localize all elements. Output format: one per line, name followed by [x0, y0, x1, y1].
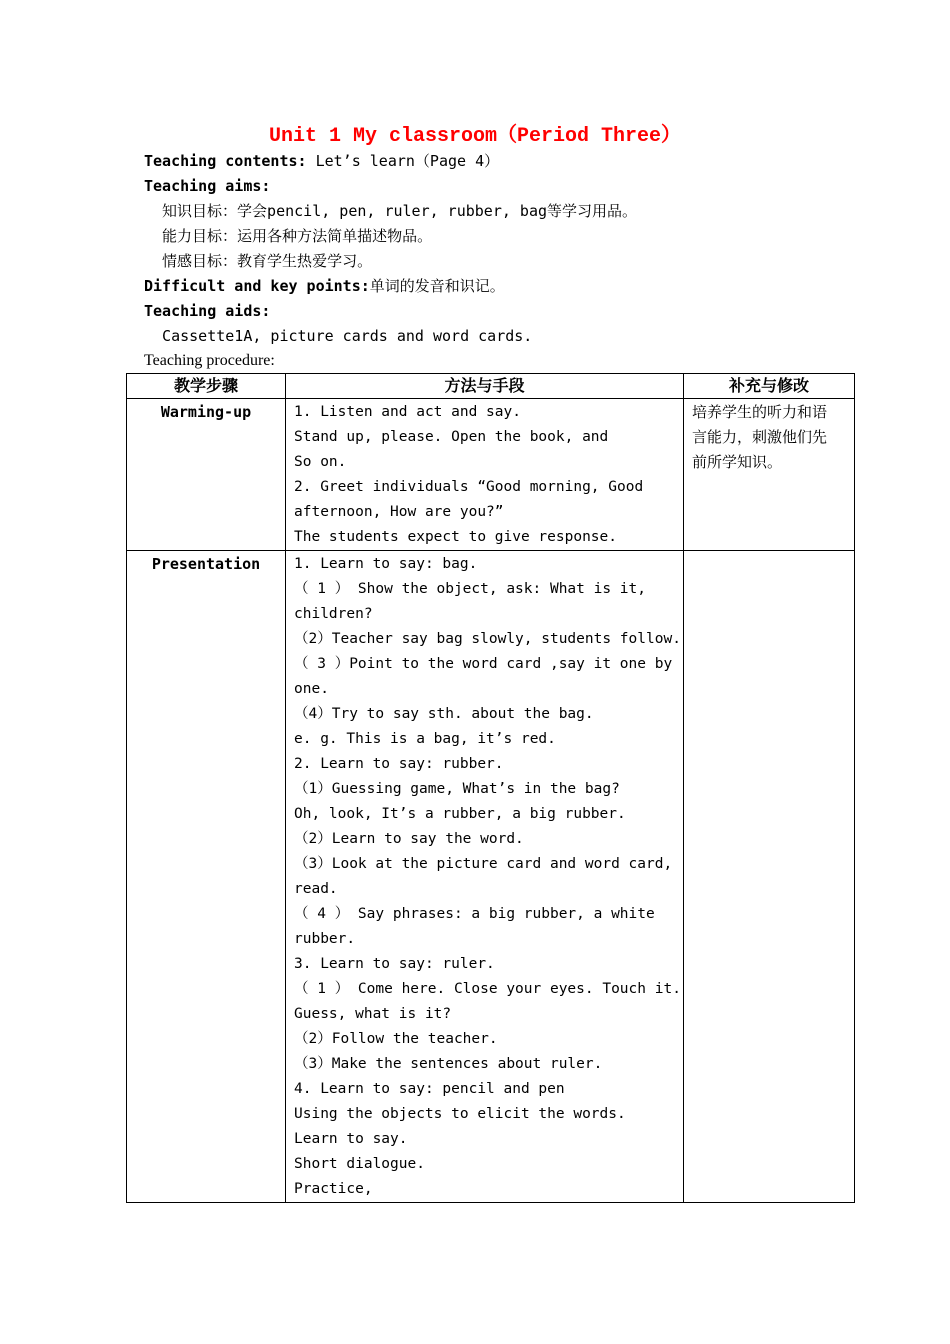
method-line: 2. Learn to say: rubber.	[294, 756, 504, 772]
note-line: 言能力，刺激他们先	[692, 428, 828, 446]
method-line: Using the objects to elicit the words.	[294, 1106, 626, 1122]
teaching-aids-line	[144, 299, 270, 324]
method-line: Oh, look, It’s a rubber, a big rubber.	[294, 806, 626, 822]
method-line: 1. Listen and act and say.	[294, 404, 521, 420]
method-line: Practice,	[294, 1181, 373, 1197]
method-line: The students expect to give response.	[294, 529, 618, 545]
method-line: read.	[294, 881, 338, 897]
method-line: （3）Look at the picture card and word card,	[294, 856, 673, 872]
method-line: （2）Follow the teacher.	[294, 1031, 498, 1047]
note-line: 培养学生的听力和语	[692, 403, 828, 421]
teaching-procedure-label: Teaching procedure:	[144, 352, 275, 369]
step-cell: Presentation	[127, 551, 286, 1203]
method-cell	[286, 551, 684, 1203]
method-line: one.	[294, 681, 329, 697]
method-line: rubber.	[294, 931, 356, 947]
method-line: （2）Teacher say bag slowly, students follow.	[294, 631, 681, 647]
method-line: （ 4 ） Say phrases: a big rubber, a white	[294, 906, 655, 922]
teaching-aims-line	[144, 174, 270, 199]
method-line: （3）Make the sentences about ruler.	[294, 1056, 603, 1072]
method-line: （4）Try to say sth. about the bag.	[294, 706, 594, 722]
step-cell: Warming-up	[127, 399, 286, 551]
key-points-label: Difficult and key points:	[144, 277, 370, 295]
method-line: Stand up, please. Open the book, and	[294, 429, 609, 445]
method-line: Guess, what is it?	[294, 1006, 452, 1022]
table-row	[127, 551, 855, 1203]
method-line: afternoon, How are you?”	[294, 504, 504, 520]
knowledge-aim: 知识目标：学会pencil, pen, ruler, rubber, bag等学习用品。	[144, 202, 638, 220]
method-line: （1）Guessing game, What’s in the bag?	[294, 781, 620, 797]
method-line: 4. Learn to say: pencil and pen	[294, 1081, 565, 1097]
teaching-contents-label: Teaching contents:	[144, 152, 307, 170]
key-points-value: 单词的发音和识记。	[369, 277, 505, 295]
teaching-aims-label: Teaching aims:	[144, 177, 271, 195]
method-line: e. g. This is a bag, it’s red.	[294, 731, 556, 747]
method-line: So on.	[294, 454, 347, 470]
method-line: children?	[294, 606, 373, 622]
page-title: Unit 1 My classroom（Period Three）	[268, 125, 682, 148]
method-line: 2. Greet individuals “Good morning, Good	[294, 479, 644, 495]
emotion-aim: 情感目标：教育学生热爱学习。	[144, 252, 373, 270]
key-points-line	[144, 274, 505, 299]
teaching-aids-label: Teaching aids:	[144, 302, 271, 320]
method-line: 1. Learn to say: bag.	[294, 556, 478, 572]
method-line: Learn to say.	[294, 1131, 408, 1147]
teaching-contents-value: Let’s learn（Page 4）	[306, 152, 500, 170]
method-line: Short dialogue.	[294, 1156, 425, 1172]
method-line: （2）Learn to say the word.	[294, 831, 524, 847]
method-line: 3. Learn to say: ruler.	[294, 956, 495, 972]
header-methods: 方法与手段	[286, 374, 684, 399]
method-line: （ 1 ） Come here. Close your eyes. Touch it.	[294, 981, 681, 997]
teaching-aids-value: Cassette1A, picture cards and word cards.	[144, 327, 533, 345]
header-notes: 补充与修改	[684, 374, 855, 399]
table-row	[127, 399, 855, 551]
header-steps: 教学步骤	[127, 374, 286, 399]
method-line: （ 1 ） Show the object, ask: What is it,	[294, 581, 647, 597]
teaching-contents-line	[144, 149, 499, 174]
note-line: 前所学知识。	[692, 453, 783, 471]
table-header-row	[127, 374, 855, 399]
method-cell	[286, 399, 684, 551]
note-cell	[684, 399, 855, 551]
note-cell	[684, 551, 855, 1203]
method-line: （ 3 ）Point to the word card ,say it one by	[294, 656, 673, 672]
procedure-table	[126, 373, 855, 1203]
ability-aim: 能力目标：运用各种方法简单描述物品。	[144, 227, 433, 245]
